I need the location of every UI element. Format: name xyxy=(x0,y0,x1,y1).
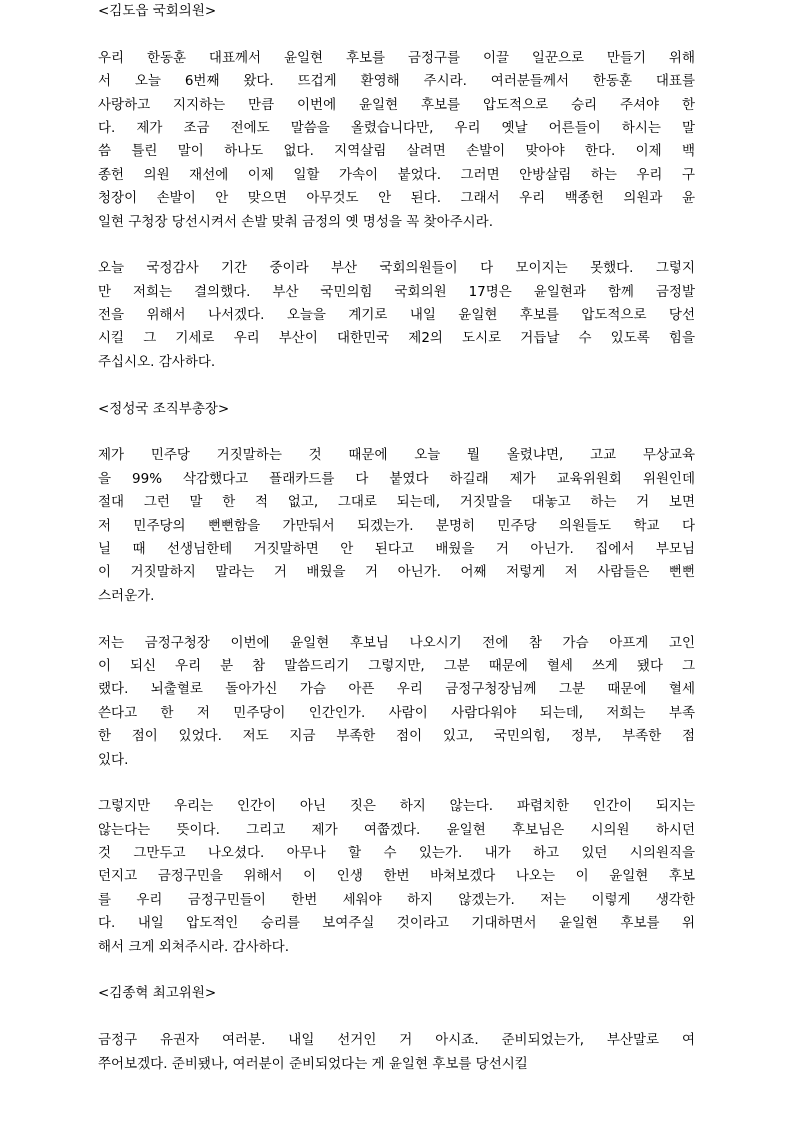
paragraph-spacer xyxy=(98,772,695,795)
text-line: 전을 위해서 나서겠다. 오늘을 계기로 내일 윤일현 후보를 압도적으로 당선 xyxy=(98,307,695,324)
document-page xyxy=(98,0,695,1076)
text-line: 스러운가. xyxy=(98,587,155,604)
paragraph xyxy=(98,795,695,959)
paragraph-spacer xyxy=(98,234,695,257)
section-heading: <김도읍 국회의원> xyxy=(98,3,217,19)
text-line: 랬다. 뇌출혈로 돌아가신 가슴 아픈 우리 금정구청장님께 그분 때문에 혈세 xyxy=(98,681,695,698)
text-line: 청장이 손발이 안 맞으면 아무것도 안 된다. 그래서 우리 백종헌 의원과 윤 xyxy=(98,190,695,207)
text-line: 닐 때 선생님한테 거짓말하면 안 된다고 배웠을 거 아닌가. 집에서 부모님 xyxy=(98,540,695,557)
section-spacer xyxy=(98,959,695,982)
paragraph xyxy=(98,47,695,234)
text-line: 씀 틀린 말이 하나도 없다. 지역살림 살려면 손발이 맞아야 한다. 이제 백 xyxy=(98,143,695,160)
text-line: 일현 구청장 당선시켜서 손발 맞춰 금정의 옛 명성을 꼭 찾아주시라. xyxy=(98,213,494,230)
text-line: 제가 민주당 거짓말하는 것 때문에 오늘 뭘 올렸냐면, 고교 무상교육 xyxy=(98,447,695,464)
text-line: 한 점이 있었다. 저도 지금 부족한 점이 있고, 국민의힘, 정부, 부족한 점 xyxy=(98,728,695,745)
text-line: 우리 한동훈 대표께서 윤일현 후보를 금정구를 이끌 일꾼으로 만들기 위해 xyxy=(98,49,695,66)
text-line: 종헌 의원 재선에 이제 일할 가속이 붙었다. 그러면 안방살림 하는 우리 구 xyxy=(98,166,695,183)
text-line: 다. 제가 조금 전에도 말씀을 올렸습니다만, 우리 옛날 어른들이 하시는 말 xyxy=(98,119,695,136)
text-line: 만 저희는 결의했다. 부산 국민의힘 국회의원 17명은 윤일현과 함께 금정발 xyxy=(98,283,695,300)
text-line: 이 되신 우리 분 참 말씀드리기 그렇지만, 그분 때문에 혈세 쓰게 됐다 그 xyxy=(98,657,695,674)
text-line: 던지고 금정구민을 위해서 이 인생 한번 바쳐보겠다 나오는 이 윤일현 후보 xyxy=(98,868,695,885)
text-line: 않는다는 뜻이다. 그리고 제가 여쭙겠다. 윤일현 후보님은 시의원 하시던 xyxy=(98,821,695,838)
paragraph-spacer xyxy=(98,421,695,444)
paragraph-spacer xyxy=(98,608,695,631)
paragraph-spacer xyxy=(98,1006,695,1029)
text-line: 있다. xyxy=(98,751,129,768)
text-line: 쭈어보겠다. 준비됐나, 여러분이 준비되었다는 게 윤일현 후보를 당선시킬 xyxy=(98,1055,528,1072)
paragraph xyxy=(98,1029,695,1076)
paragraph xyxy=(98,444,695,608)
text-line: 저는 금정구청장 이번에 윤일현 후보님 나오시기 전에 참 가슴 아프게 고인 xyxy=(98,634,695,651)
text-line: 다. 내일 압도적인 승리를 보여주실 것이라고 기대하면서 윤일현 후보를 위 xyxy=(98,915,695,932)
text-line: 금정구 유권자 여러분. 내일 선거인 거 아시죠. 준비되었는가, 부산말로 여 xyxy=(98,1032,695,1049)
text-line: 그렇지만 우리는 인간이 아닌 짓은 하지 않는다. 파렴치한 인간이 되지는 xyxy=(98,798,695,815)
text-line: 해서 크게 외쳐주시라. 감사하다. xyxy=(98,938,289,955)
text-line: 쓴다고 한 저 민주당이 인간인가. 사람이 사람다워야 되는데, 저희는 부족 xyxy=(98,704,695,721)
section-spacer xyxy=(98,374,695,397)
text-line: 이 거짓말하지 말라는 거 배웠을 거 아닌가. 어째 저렇게 저 사람들은 뻔뻔 xyxy=(98,564,695,581)
text-line: 사랑하고 지지하는 만큼 이번에 윤일현 후보를 압도적으로 승리 주셔야 한 xyxy=(98,96,695,113)
paragraph xyxy=(98,632,695,772)
text-line: 시킬 그 기세로 우리 부산이 대한민국 제2의 도시로 거듭날 수 있도록 힘을 xyxy=(98,330,695,347)
text-line: 을 99% 삭감했다고 플래카드를 다 붙였다 하길래 제가 교육위원회 위원인데 xyxy=(98,470,695,487)
text-line: 절대 그런 말 한 적 없고, 그대로 되는데, 거짓말을 대놓고 하는 거 보면 xyxy=(98,494,695,511)
paragraph xyxy=(98,257,695,374)
text-line: 저 민주당의 뻔뻔함을 가만둬서 되겠는가. 분명히 민주당 의원들도 학교 다 xyxy=(98,517,695,534)
text-line: 서 오늘 6번째 왔다. 뜨겁게 환영해 주시라. 여러분들께서 한동훈 대표를 xyxy=(98,73,695,90)
section-heading: <정성국 조직부총장> xyxy=(98,400,230,417)
text-line: 것 그만두고 나오셨다. 아무나 할 수 있는가. 내가 하고 있던 시의원직을 xyxy=(98,845,695,862)
text-line: 주십시오. 감사하다. xyxy=(98,353,216,370)
text-line: 오늘 국정감사 기간 중이라 부산 국회의원들이 다 모이지는 못했다. 그렇지 xyxy=(98,260,695,277)
text-line: 를 우리 금정구민들이 한번 세워야 하지 않겠는가. 저는 이렇게 생각한 xyxy=(98,891,695,908)
section-heading: <김종혁 최고위원> xyxy=(98,985,217,1002)
paragraph-spacer xyxy=(98,23,695,46)
